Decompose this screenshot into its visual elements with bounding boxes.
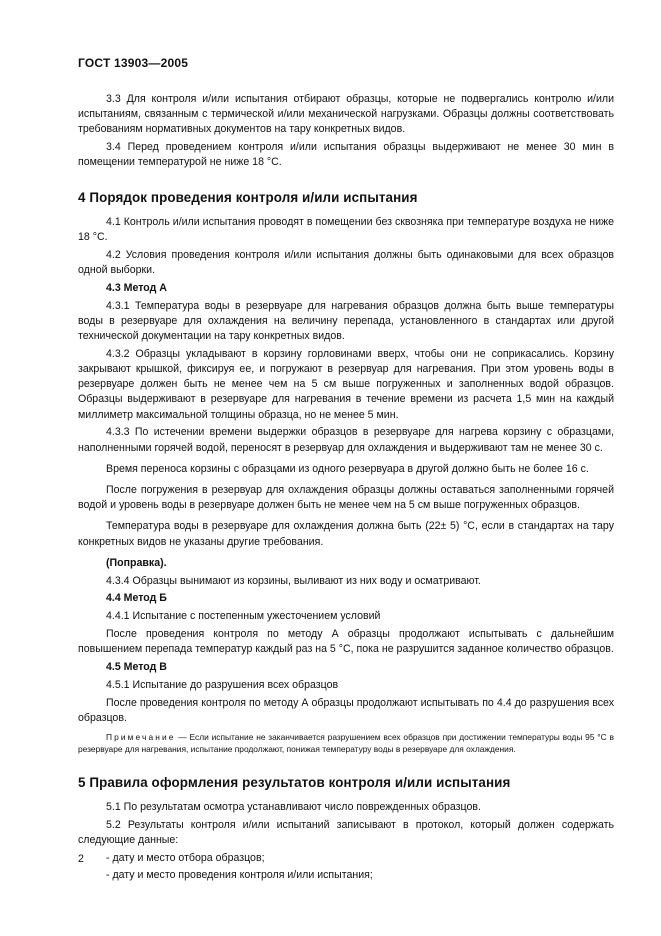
note (78, 732, 614, 756)
paragraph-4-3-3-transfer: Время переноса корзины с образцами из одного резервуара в другой должно быть не более 16 с. (106, 462, 589, 475)
paragraph-4-3-3: 4.3.3 По истечении времени выдержки образцов в резервуаре для нагрева корзину с образцами, наполненными горячей водой, переносят в резервуар для охлаждения и выдерживают там не менее 30 с. (78, 426, 614, 454)
paragraph-4-4-1: 4.4.1 Испытание с постепенным ужесточением условий (106, 610, 381, 623)
paragraph-3-4: 3.4 Перед проведением контроля и/или испытания образцы выдерживают не менее 30 мин в помещении температурой не ниже 18 °С. (78, 141, 614, 169)
paragraph-4-5-1-text: После проведения контроля по методу А образцы продолжают испытывать по 4.4 до разрушения всех образцов. (78, 696, 614, 724)
paragraph-4-3-3-immersion: После погружения в резервуар для охлаждения образцы должны оставаться заполненными горячей водой и уровень воды в резервуаре должен быть не менее чем на 5 см выше погруженных образцов. (78, 484, 614, 512)
paragraph-4-4-1-text: После проведения контроля по методу А образцы продолжают испытывать с дальнейшим повышением перепада температур каждый раз на 5 °С, пока не разрушится заданное количество образцов. (78, 628, 614, 656)
list-item: - дату и место отбора образцов; (106, 851, 265, 864)
paragraph-4-1: 4.1 Контроль и/или испытания проводят в помещении без сквозняка при температуре воздуха не ниже 18 °С. (78, 215, 614, 244)
page-number: 2 (78, 853, 84, 865)
paragraph-4-3-2: 4.3.2 Образцы укладывают в корзину горловинами вверх, чтобы они не соприкасались. Корзину закрывают крышкой, фиксируя ее, и погружают в резервуар для нагревания. При этом уровень воды в резервуаре должен быть не менее чем на 5 см выше погруженных и заполненных водой образцов. Образцы выдерживают в резервуаре для нагревания в течение времени из расчета 1,5 мин на каждый миллиметр максимальной толщины образца, но не менее 5 мин. (78, 347, 614, 421)
paragraph-4-2: 4.2 Условия проведения контроля и/или испытания должны быть одинаковыми для всех образцов одной выборки. (78, 248, 614, 277)
paragraph-4-5-1: 4.5.1 Испытание до разрушения всех образцов (106, 678, 339, 691)
subsection-4-4-heading: 4.4 Метод Б (106, 592, 167, 605)
document-body (78, 92, 614, 886)
amendment-label: (Поправка). (106, 556, 167, 569)
note-text: — Если испытание не заканчивается разрушением всех образцов при достижении температуры воды 95 °С в резервуаре для нагревания, испытание продолжают, понижая температуру воды в резервуаре для охлаждения. (78, 732, 614, 754)
paragraph-4-3-4: 4.3.4 Образцы вынимают из корзины, выливают из них воду и осматривают. (106, 574, 481, 587)
section-4-heading: 4 Порядок проведения контроля и/или испытания (78, 189, 418, 205)
paragraph-3-3: 3.3 Для контроля и/или испытания отбирают образцы, которые не подвергались контролю и/или испытаниям, связанным с термической и/или механической нагрузками. Образцы должны соответствовать требованиям нормативных документов на тару конкретных видов. (78, 93, 614, 136)
list-item: - дату и место проведения контроля и/или испытания; (106, 869, 373, 882)
subsection-4-3-heading: 4.3 Метод А (106, 281, 167, 294)
subsection-4-5-heading: 4.5 Метод В (106, 661, 167, 674)
paragraph-4-3-1: 4.3.1 Температура воды в резервуаре для нагревания образцов должна быть выше температуры воды в резервуаре для охлаждения на величину перепада, установленного в стандартах или другой технической документации на тару конкретных видов. (78, 299, 614, 343)
document-header: ГОСТ 13903—2005 (78, 56, 189, 70)
paragraph-5-1: 5.1 По результатам осмотра устанавливают число поврежденных образцов. (106, 800, 481, 813)
paragraph-4-3-3-temperature: Температура воды в резервуаре для охлаждения должна быть (22± 5) °С, если в стандартах на тару конкретных видов не указаны другие требования. (78, 520, 614, 548)
section-5-heading: 5 Правила оформления результатов контроля и/или испытания (78, 774, 511, 790)
paragraph-5-2: 5.2 Результаты контроля и/или испытаний записывают в протокол, который должен содержать следующие данные: (78, 818, 614, 846)
note-label: Примечание (106, 732, 176, 743)
